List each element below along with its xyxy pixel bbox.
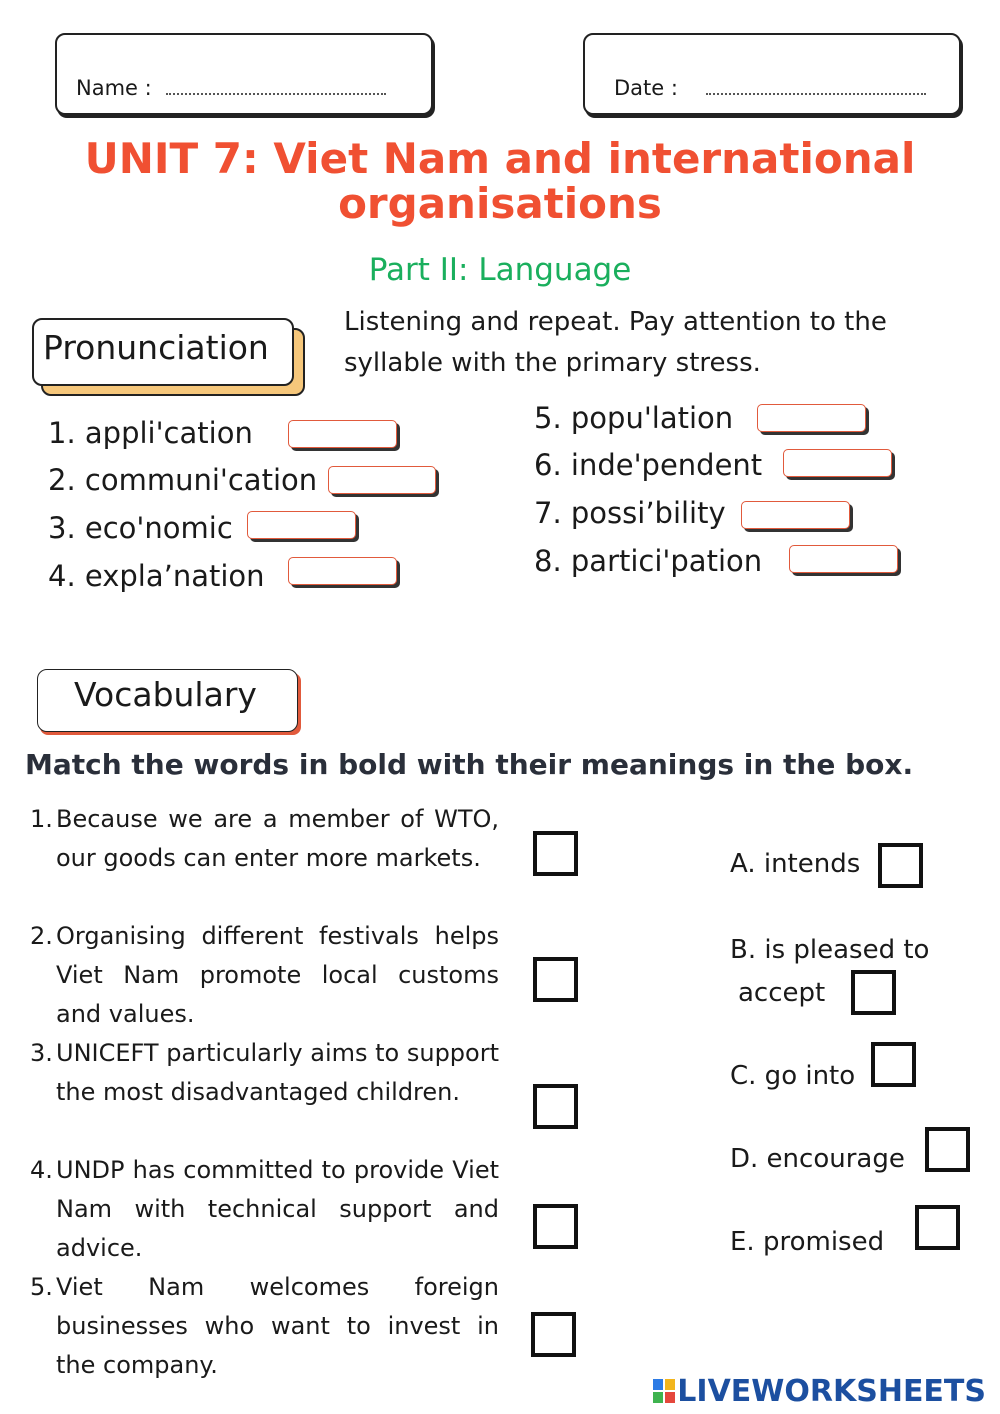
question-number-5: 5. bbox=[30, 1273, 53, 1301]
option-e-box[interactable] bbox=[915, 1205, 960, 1250]
pron-item-8: 8. partici'pation bbox=[534, 544, 763, 578]
pron-item-1: 1. appli'cation bbox=[48, 416, 253, 450]
page-title-line1: UNIT 7: Viet Nam and international bbox=[84, 134, 916, 183]
pronunciation-tag bbox=[32, 318, 294, 386]
option-b-line2: accept bbox=[738, 978, 826, 1008]
vocabulary-tag-label: Vocabulary bbox=[74, 675, 257, 714]
option-a: A. intends bbox=[730, 849, 861, 879]
option-e: E. promised bbox=[730, 1227, 885, 1257]
question-answer-box-4[interactable] bbox=[533, 1204, 578, 1249]
question-text-3: UNICEFT particularly aims to support the most disadvantaged children. bbox=[56, 1039, 499, 1106]
question-text-2: Organising different festivals helps Viet Nam promote local customs and values. bbox=[56, 922, 499, 1028]
question-answer-box-5[interactable] bbox=[531, 1312, 576, 1357]
pron-item-7: 7. possi’bility bbox=[534, 496, 726, 530]
match-instruction: Match the words in bold with their meanings in the box. bbox=[25, 748, 914, 781]
option-d-box[interactable] bbox=[925, 1127, 970, 1172]
pron-item-4: 4. expla’nation bbox=[48, 559, 265, 593]
pron-answer-box-2[interactable] bbox=[328, 466, 436, 494]
logo-text: LIVEWORKSHEETS bbox=[677, 1374, 986, 1409]
pron-item-6: 6. inde'pendent bbox=[534, 448, 763, 482]
option-a-box[interactable] bbox=[878, 843, 923, 888]
part-heading: Part II: Language bbox=[368, 252, 632, 288]
option-c: C. go into bbox=[730, 1061, 856, 1091]
pron-answer-box-8[interactable] bbox=[789, 545, 898, 573]
pron-answer-box-1[interactable] bbox=[288, 420, 397, 448]
question-text-5: Viet Nam welcomes foreign businesses who want to invest in the company. bbox=[56, 1273, 499, 1379]
pronunciation-instruction bbox=[344, 302, 887, 384]
question-text-1: Because we are a member of WTO, our goods can enter more markets. bbox=[56, 805, 499, 872]
instruction-line-1: Listening and repeat. Pay attention to the bbox=[344, 307, 887, 337]
pronunciation-tag-label: Pronunciation bbox=[43, 328, 269, 367]
question-answer-box-2[interactable] bbox=[533, 957, 578, 1002]
liveworksheets-icon bbox=[653, 1379, 675, 1403]
name-label: Name : bbox=[76, 76, 152, 100]
question-text-4: UNDP has committed to provide Viet Nam with technical support and advice. bbox=[56, 1156, 499, 1262]
date-input-line[interactable] bbox=[706, 93, 926, 95]
question-number-2: 2. bbox=[30, 922, 53, 950]
option-d: D. encourage bbox=[730, 1144, 905, 1174]
pron-item-3: 3. eco'nomic bbox=[48, 511, 233, 545]
instruction-line-2: syllable with the primary stress. bbox=[344, 348, 761, 378]
date-label: Date : bbox=[614, 76, 678, 100]
liveworksheets-logo bbox=[653, 1374, 986, 1409]
date-box bbox=[583, 33, 961, 115]
question-answer-box-3[interactable] bbox=[533, 1084, 578, 1129]
option-c-box[interactable] bbox=[871, 1042, 916, 1087]
option-b-box[interactable] bbox=[851, 970, 896, 1015]
pron-item-2: 2. communi'cation bbox=[48, 463, 318, 497]
question-answer-box-1[interactable] bbox=[533, 831, 578, 876]
name-input-line[interactable] bbox=[166, 93, 386, 95]
question-number-1: 1. bbox=[30, 805, 53, 833]
question-number-4: 4. bbox=[30, 1156, 53, 1184]
vocabulary-tag bbox=[37, 669, 298, 732]
pron-answer-box-7[interactable] bbox=[741, 501, 850, 529]
pron-answer-box-3[interactable] bbox=[247, 511, 356, 539]
name-box bbox=[55, 33, 433, 115]
pron-item-5: 5. popu'lation bbox=[534, 401, 734, 435]
option-b-line1: B. is pleased to bbox=[730, 935, 930, 965]
pron-answer-box-6[interactable] bbox=[783, 449, 892, 477]
pron-answer-box-5[interactable] bbox=[757, 404, 866, 432]
page-title-line2: organisations bbox=[338, 179, 662, 228]
pron-answer-box-4[interactable] bbox=[288, 557, 397, 585]
question-number-3: 3. bbox=[30, 1039, 53, 1067]
